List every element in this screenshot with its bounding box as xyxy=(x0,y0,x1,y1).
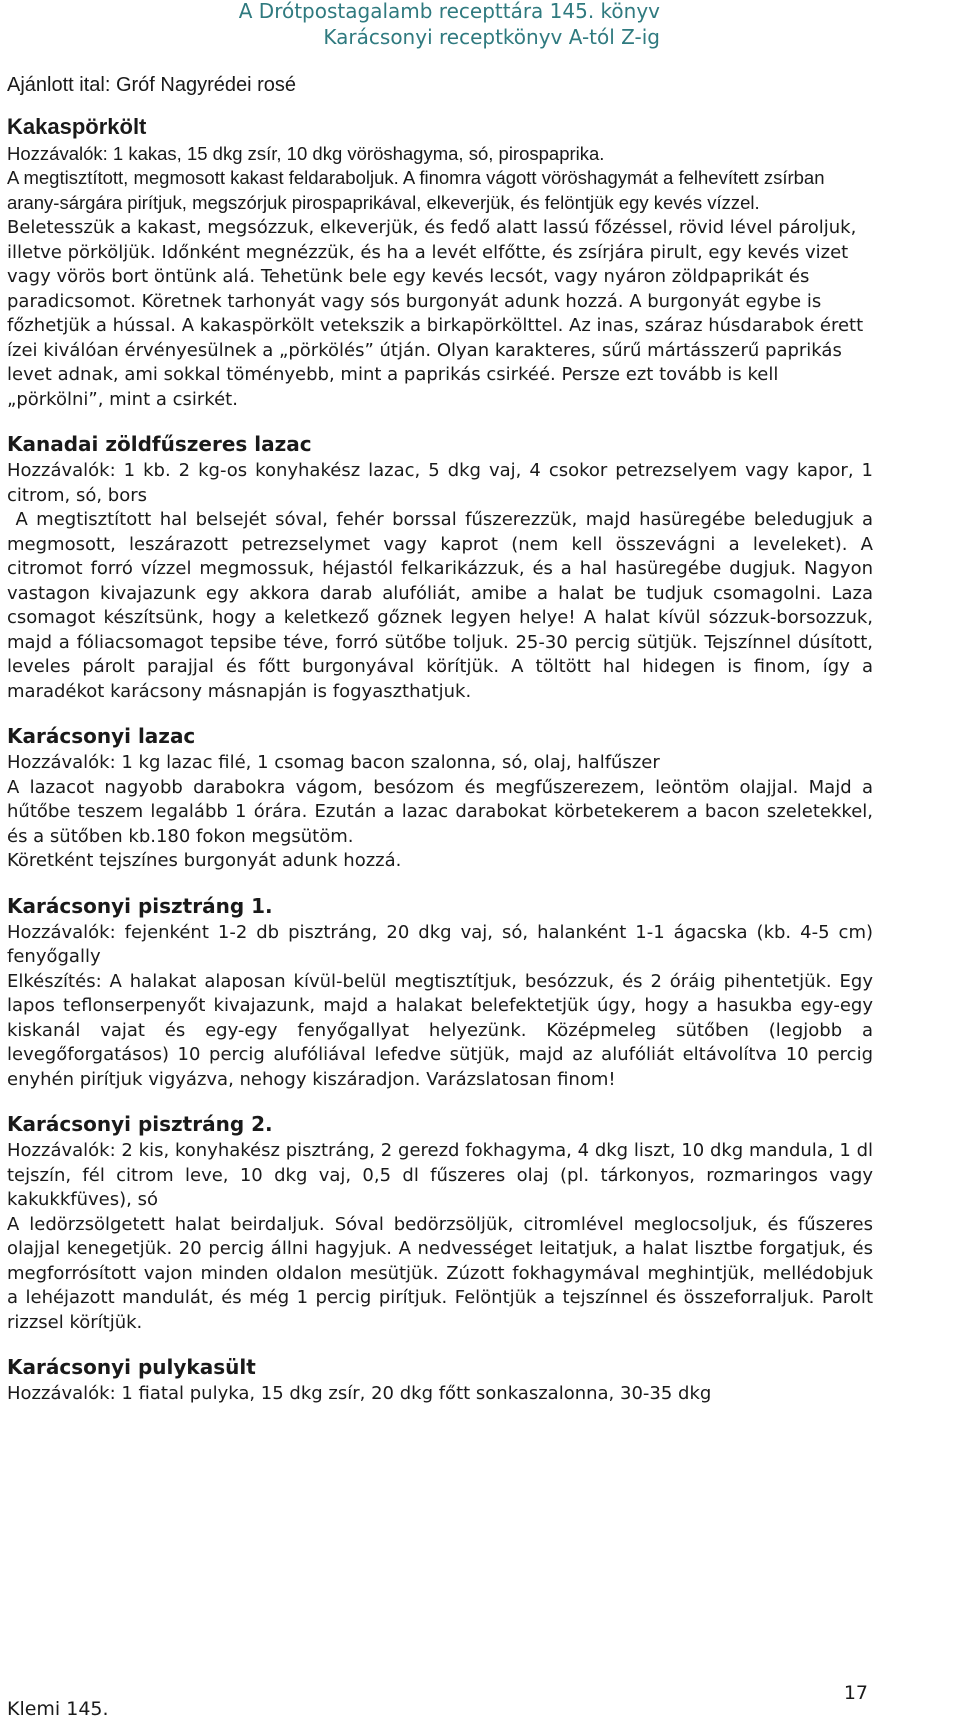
recommended-drink: Ajánlott ital: Gróf Nagyrédei rosé xyxy=(7,74,297,96)
recipe-method: Elkészítés: A halakat alaposan kívül-belül megtisztítjuk, besózzuk, és 2 óráig pihentetjük. Egy lapos teflonserpenyőt kivajazunk, majd a halakat belefektetjük úgy, hogy a hasukba egy-egy kiskanál vajat és egy-egy fenyőgallyat helyezünk. Középmeleg sütőben (legjobb a levegőforgatásos) 10 percig alufóliával lefedve sütjük, majd az alufóliát eltávolítva 10 percig enyhén pirítjuk vigyázva, nehogy kiszáradjon. Varázslatosan finom! xyxy=(7,970,873,1090)
recipe-ingredients: Hozzávalók: 2 kis, konyhakész pisztráng, 2 gerezd fokhagyma, 4 dkg liszt, 10 dkg mandula, 1 dl tejszín, fél citrom leve, 10 dkg vaj, 0,5 dl fűszeres olaj (pl. tárkonyos, rozmaringos vagy kakukkfüves), só xyxy=(7,1140,873,1210)
header-subtitle: Karácsonyi receptkönyv A-tól Z-ig xyxy=(323,25,660,49)
recipe-pisztrang-2 xyxy=(7,1109,873,1335)
recipe-title: Kakaspörkölt xyxy=(7,114,147,139)
recipe-title: Karácsonyi lazac xyxy=(7,724,196,748)
recipe-extra: Köretként tejszínes burgonyát adunk hozzá. xyxy=(7,850,402,871)
recipe-title: Karácsonyi pulykasült xyxy=(7,1355,256,1379)
recipe-title: Karácsonyi pisztráng 1. xyxy=(7,893,273,918)
recipe-kakaspörkölt xyxy=(7,112,873,412)
book-header xyxy=(239,0,660,52)
recipe-content xyxy=(7,70,879,1407)
recipe-ingredients: Hozzávalók: 1 kb. 2 kg-os konyhakész lazac, 5 dkg vaj, 4 csokor petrezselyem vagy kapor, 1 citrom, só, bors xyxy=(7,460,873,506)
recipe-body: Beletesszük a kakast, megsózzuk, elkeverjük, és fedő alatt lassú főzéssel, rövid lével pároljuk, illetve pörköljük. Időnként megnézzük, és ha a levét elfőtte, és zsírjára pirult, egy kevés vizet vagy vörös bort öntünk alá. Tehetünk bele egy kevés lecsót, vagy nyáron zöldpaprikát és paradicsomot. Köretnek tarhonyát vagy sós burgonyát adunk hozzá. A burgonyát egybe is főzhetjük a hússal. A kakaspörkölt vetekszik a birkapörkölttel. Az inas, száraz húsdarabok érett ízei kiválóan érvényesülnek a „pörkölés” útján. Olyan karakteres, sűrű mártásszerű paprikás levet adnak, ami sokkal töményebb, mint a paprikás csirkéé. Persze ezt tovább is kell „pörkölni”, mint a csirkét. xyxy=(7,217,864,410)
recipe-ingredients: Hozzávalók: 1 kakas, 15 dkg zsír, 10 dkg vöröshagyma, só, pirospaprika. xyxy=(7,143,605,164)
page-number: 17 xyxy=(843,1682,868,1704)
recipe-title: Kanadai zöldfűszeres lazac xyxy=(7,432,312,456)
recipe-method: A megtisztított hal belsejét sóval, fehér borssal fűszerezzük, majd hasüregébe beledugjuk a megmosott, leszárazott petrezselymet vagy kaprot (nem kell összevágni a leveleket). A citromot forró vízzel megmossuk, héjastól felkarikázzuk, és a hal hasüregébe dugjuk. Nagyon vastagon kivajazunk egy akkora darab alufóliát, amibe a halat be tudjuk csomagolni. Laza csomagot készítsünk, hogy a keletkező gőznek legyen helye! A halat kívül sózzuk-borsozzuk, majd a fóliacsomagot tepsibe téve, forró sütőbe toljuk. 25-30 percig sütjük. Tejszínnel dúsított, leveles párolt parajjal és főtt burgonyával körítjük. A töltött hal hidegen is finom, így a maradékot karácsony másnapján is fogyaszthatjuk. xyxy=(7,509,879,702)
recipe-ingredients: Hozzávalók: fejenként 1-2 db pisztráng, 20 dkg vaj, só, halanként 1-1 ágacska (kb. 4-5 cm) fenyőgally xyxy=(7,921,873,967)
header-book-title: A Drótpostagalamb recepttára 145. könyv xyxy=(238,0,660,23)
recipe-method: A megtisztított, megmosott kakast feldaraboljuk. A finomra vágott vöröshagymát a felhevített zsírban arany-sárgára pirítjuk, megszórjuk pirospaprikával, elkeverjük, és felöntjük egy kevés vízzel. xyxy=(7,167,825,213)
recipe-ingredients: Hozzávalók: 1 fiatal pulyka, 15 dkg zsír, 20 dkg főtt sonkaszalonna, 30-35 dkg xyxy=(7,1383,712,1404)
recipe-title: Karácsonyi pisztráng 2. xyxy=(7,1112,273,1136)
recipe-pisztrang-1 xyxy=(7,891,873,1093)
recipe-method: A ledörzsölgetett halat beirdaljuk. Sóval bedörzsöljük, citromlével meglocsoljuk, és fűszeres olajjal kenegetjük. 20 percig állni hagyjuk. A nedvességet leitatjuk, a halat lisztbe forgatjuk, és megforrósított vajon minden oldalon mesütjük. Zúzott fokhagymával meghintjük, mellédobjuk a lehéjazott mandulát, és még 1 percig pirítjuk. Felöntjük a tejszínnel és összeforraljuk. Parolt rizzsel körítjük. xyxy=(7,1213,873,1333)
recipe-karacsonyi-lazac xyxy=(7,721,873,874)
recipe-method: A lazacot nagyobb darabokra vágom, besózom és megfűszerezem, leöntöm olajjal. Majd a hűtőbe teszem legalább 1 órára. Ezután a lazac darabokat körbetekerem a bacon szeletekkel, és a sütőben kb.180 fokon megsütöm. xyxy=(7,776,873,847)
recipe-kanadai-lazac xyxy=(7,429,879,704)
recipe-ingredients: Hozzávalók: 1 kg lazac filé, 1 csomag bacon szalonna, só, olaj, halfűszer xyxy=(7,752,660,773)
recipe-pulykasult xyxy=(7,1352,873,1407)
footer-author: Klemi 145. xyxy=(7,1698,109,1720)
